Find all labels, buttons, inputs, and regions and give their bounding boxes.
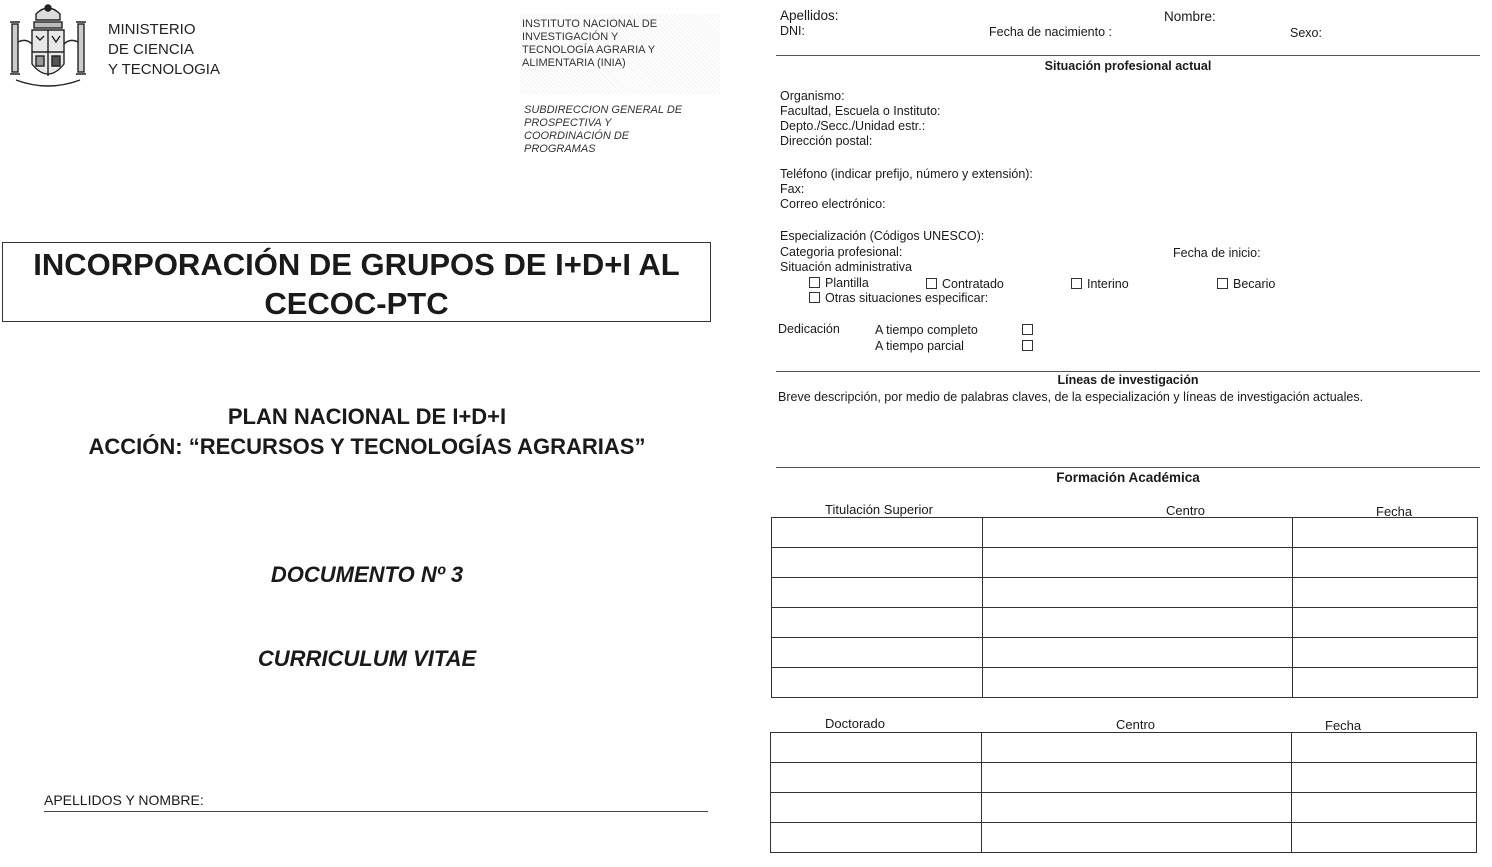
fecha-inicio-label: Fecha de inicio: [1173,246,1261,260]
cell[interactable] [1292,733,1477,763]
cell[interactable] [772,638,983,668]
checkbox[interactable] [1071,278,1082,289]
checkbox[interactable] [809,277,820,288]
tiempo-completo-checkbox[interactable] [1022,324,1033,335]
cell[interactable] [983,608,1293,638]
cell[interactable] [982,733,1292,763]
cell[interactable] [983,518,1293,548]
col-header: Fecha [1325,718,1362,733]
cell[interactable] [1293,578,1478,608]
table-row [772,608,1478,638]
cell[interactable] [771,823,982,853]
option-label: Interino [1087,277,1129,291]
checkbox[interactable] [926,278,937,289]
plan-heading [0,402,734,462]
contact-fields [780,167,1033,212]
divider [776,55,1480,56]
organization-fields [780,89,941,149]
plan-line-1: PLAN NACIONAL DE I+D+I [227,404,507,429]
coat-of-arms-icon [6,2,90,88]
cell[interactable] [983,638,1293,668]
institute-line: INVESTIGACIÓN Y [522,31,619,43]
title-line-1: INCORPORACIÓN DE GRUPOS DE I+D+I AL [33,247,680,282]
option-label: Otras situaciones especificar: [825,291,989,305]
subdireccion-line: PROGRAMAS [524,143,596,155]
table-row [772,578,1478,608]
apellidos-label: Apellidos: [780,8,839,23]
cell[interactable] [772,608,983,638]
fecha-nacimiento-label: Fecha de nacimiento : [989,25,1112,39]
cell[interactable] [982,793,1292,823]
nombre-label: Nombre: [1164,9,1216,24]
table-row [771,823,1477,853]
subdireccion-line: PROSPECTIVA Y [524,117,612,129]
especializacion-label: Especialización (Códigos UNESCO): [780,229,985,243]
institute-line: ALIMENTARIA (INIA) [522,57,626,69]
col-header: Centro [1116,717,1156,732]
subdireccion-line: SUBDIRECCION GENERAL DE [524,104,683,116]
checkbox[interactable] [1217,278,1228,289]
divider [776,467,1480,468]
dedicacion-label: Dedicación [778,322,840,336]
cell[interactable] [1292,823,1477,853]
ministry-line: DE CIENCIA [108,41,194,58]
col-header: Doctorado [825,716,885,731]
tiempo-parcial-checkbox[interactable] [1022,340,1033,351]
field-label: Teléfono (indicar prefijo, número y extensión): [780,167,1033,181]
cell[interactable] [982,823,1292,853]
titulacion-table [771,517,1478,698]
dni-label: DNI: [780,24,805,38]
contratado-option[interactable] [926,277,1004,292]
cell[interactable] [771,793,982,823]
table-row [771,793,1477,823]
cell[interactable] [771,733,982,763]
cell[interactable] [1293,638,1478,668]
categoria-label: Categoria profesional: [780,245,903,259]
formacion-heading: Formación Académica [1056,470,1200,485]
cell[interactable] [1293,548,1478,578]
doctorado-table [770,732,1477,853]
cell[interactable] [1292,793,1477,823]
table-row [772,638,1478,668]
col-header: Fecha [1376,504,1413,519]
becario-option[interactable] [1217,277,1275,292]
col-header: Titulación Superior [825,502,933,517]
cell[interactable] [1293,608,1478,638]
option-label: Contratado [942,277,1004,291]
institute-line: TECNOLOGÍA AGRARIA Y [522,44,656,56]
cell[interactable] [983,578,1293,608]
field-label: Organismo: [780,89,845,103]
subdireccion [524,104,682,156]
lineas-heading: Líneas de investigación [1057,373,1199,387]
table-row [772,668,1478,698]
ministry-line: Y TECNOLOGIA [108,61,220,78]
cell[interactable] [983,668,1293,698]
table-row [771,763,1477,793]
option-label: Becario [1233,277,1276,291]
ministry-name [108,20,220,80]
cell[interactable] [772,518,983,548]
table-row [772,518,1478,548]
cell[interactable] [1293,668,1478,698]
ministry-line: MINISTERIO [108,21,196,38]
cell[interactable] [771,763,982,793]
institute-stamp [520,14,720,94]
table-row [772,548,1478,578]
plantilla-option[interactable] [809,276,869,291]
subdireccion-line: COORDINACIÓN DE [524,130,630,142]
cell[interactable] [1293,518,1478,548]
field-label: Depto./Secc./Unidad estr.: [780,119,926,133]
divider [776,371,1480,372]
cell[interactable] [772,548,983,578]
cell[interactable] [982,763,1292,793]
sexo-label: Sexo: [1290,26,1322,40]
table-row [771,733,1477,763]
cell[interactable] [772,578,983,608]
situacion-admin-label: Situación administrativa [780,260,913,274]
col-header: Centro [1166,503,1206,518]
tiempo-completo-label: A tiempo completo [875,323,978,337]
title-line-2: CECOC-PTC [264,286,449,321]
cell[interactable] [983,548,1293,578]
plan-line-2: ACCIÓN: “RECURSOS Y TECNOLOGÍAS AGRARIAS” [88,434,646,459]
institute-line: INSTITUTO NACIONAL DE [522,18,658,30]
situacion-heading: Situación profesional actual [1044,59,1212,73]
field-label: Fax: [780,182,805,196]
field-label: Dirección postal: [780,134,873,148]
name-field[interactable] [44,792,708,812]
tiempo-parcial-label: A tiempo parcial [875,339,964,353]
name-label: APELLIDOS Y NOMBRE: [44,792,204,808]
option-label: Plantilla [825,276,869,290]
document-title [2,242,711,322]
otras-option[interactable] [809,291,988,306]
interino-option[interactable] [1071,277,1129,292]
field-label: Correo electrónico: [780,197,886,211]
checkbox[interactable] [809,292,820,303]
lineas-description: Breve descripción, por medio de palabras claves, de la especialización y líneas de investigación actuales. [778,390,1364,404]
curriculum-heading: CURRICULUM VITAE [257,646,477,671]
cell[interactable] [1292,763,1477,793]
document-number: DOCUMENTO Nº 3 [270,562,464,587]
cell[interactable] [772,668,983,698]
field-label: Facultad, Escuela o Instituto: [780,104,941,118]
